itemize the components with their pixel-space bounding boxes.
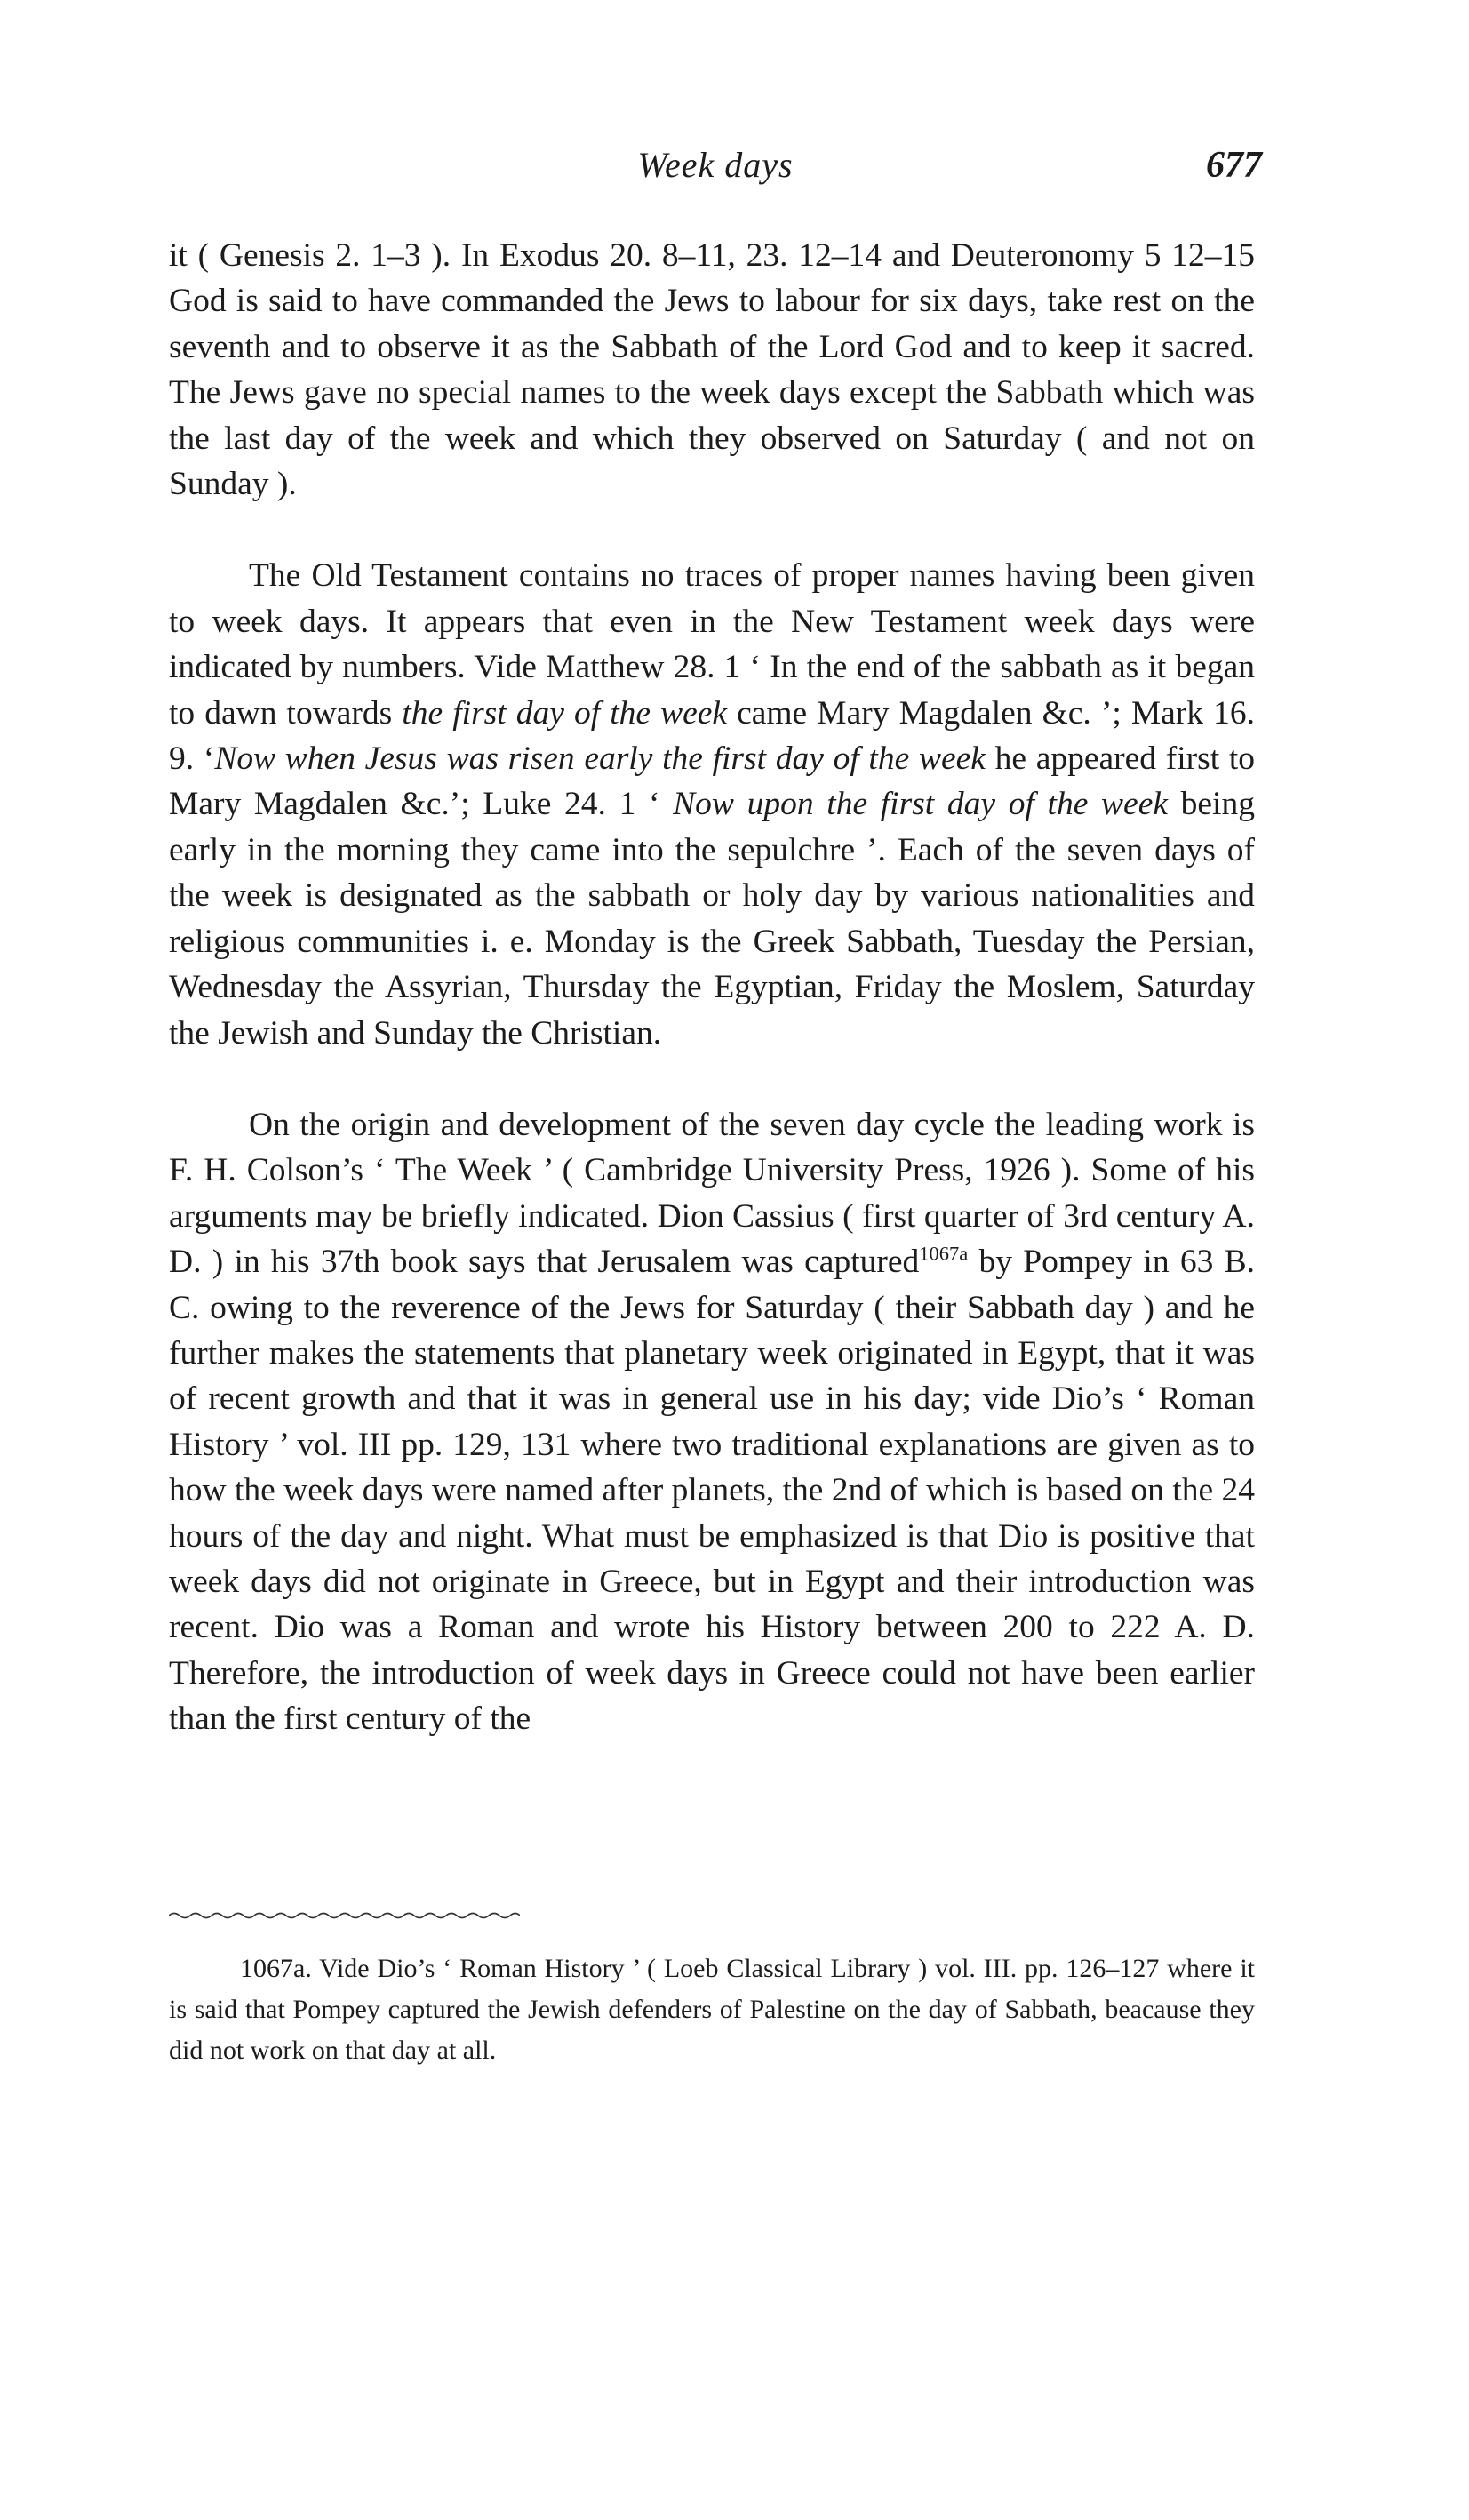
footnote-rule [169, 1911, 520, 1920]
footnote-reference: 1067a [919, 1242, 969, 1265]
footnote [169, 1948, 1255, 2071]
paragraph-2-italic-2: Now when Jesus was risen early the first day of the week [214, 740, 986, 778]
paragraph-3-text-2: by Pompey in 63 B. C. owing to the reverence of the Jews for Saturday ( their Sabbath day ) and he further makes the statements that planetary week originated in Egypt, that it was of recent growth and that it was in general use in his day; vide Dio’s ‘ Roman History ’ vol. III pp. 129, 131 where two traditional explanations are given as to how the week days were named after planets, the 2nd of which is based on the 24 hours of the day and night. What must be emphasized is that Dio is positive that week days did not originate in Greece, but in Egypt and their introduction was recent. Dio was a Roman and wrote his History between 200 to 222 A. D. Therefore, the introduction of week days in Greece could not have been earlier than the first century of the [169, 1244, 1255, 1738]
page-number: 677 [1206, 145, 1262, 186]
paragraph-1: it ( Genesis 2. 1–3 ). In Exodus 20. 8–11, 23. 12–14 and Deuteronomy 5 12–15 God is said to have commanded the Jews to labour for six days, take rest on the seventh and to observe it as the Sabbath of the Lord God and to keep it sacred. The Jews gave no special names to the week days except the Sabbath which was the last day of the week and which they observed on Saturday ( and not on Sunday ). [169, 237, 1255, 503]
footnote-text: 1067a. Vide Dio’s ‘ Roman History ’ ( Loeb Classical Library ) vol. III. pp. 126–127 where it is said that Pompey captured the Jewish defenders of Palestine on the day of Sabbath, beacause they did not work on that day at all. [169, 1954, 1255, 2065]
running-title: Week days [637, 145, 794, 185]
paragraph-3-text-1: On the origin and development of the seven day cycle the leading work is F. H. Colson’s ‘ The Week ’ ( Cambridge University Press, 1926 ). Some of his arguments may be briefly indicated. Dion Cassius ( first quarter of 3rd century A. D. ) in his 37th book says that Jerusalem was captured [169, 1106, 1255, 1281]
paragraph-2-italic-1: the first day of the week [402, 694, 728, 732]
paragraph-2-text-1: The Old Testament contains no traces of proper names having been given to week days. It appears that even in the New Testament week days were indicated by numbers. Vide Matthew 28. 1 ‘ In the end of the sabbath as it began to dawn towards [169, 557, 1255, 732]
paragraph-2-text-3: he appeared first to Mary Magdalen &c.’; Luke 24. 1 ‘ [169, 740, 1255, 823]
paragraph-3 [169, 1102, 1255, 1742]
paragraph-2-text-4: being early in the morning they came into the sepulchre ’. Each of the seven days of the week is designated as the sabbath or holy day by various nationalities and religious communities i. e. Monday is the Greek Sabbath, Tuesday the Persian, Wednesday the Assyrian, Thursday the Egyptian, Friday the Moslem, Saturday the Jewish and Sunday the Christian. [169, 786, 1255, 1052]
paragraph-2-text-2: came Mary Magdalen &c. ’; Mark 16. 9. ‘ [169, 694, 1256, 778]
body-text [169, 233, 1255, 1742]
paragraph-2 [169, 553, 1255, 1055]
paragraph-2-italic-3: Now upon the first day of the week [673, 786, 1168, 823]
running-head [169, 144, 1262, 197]
